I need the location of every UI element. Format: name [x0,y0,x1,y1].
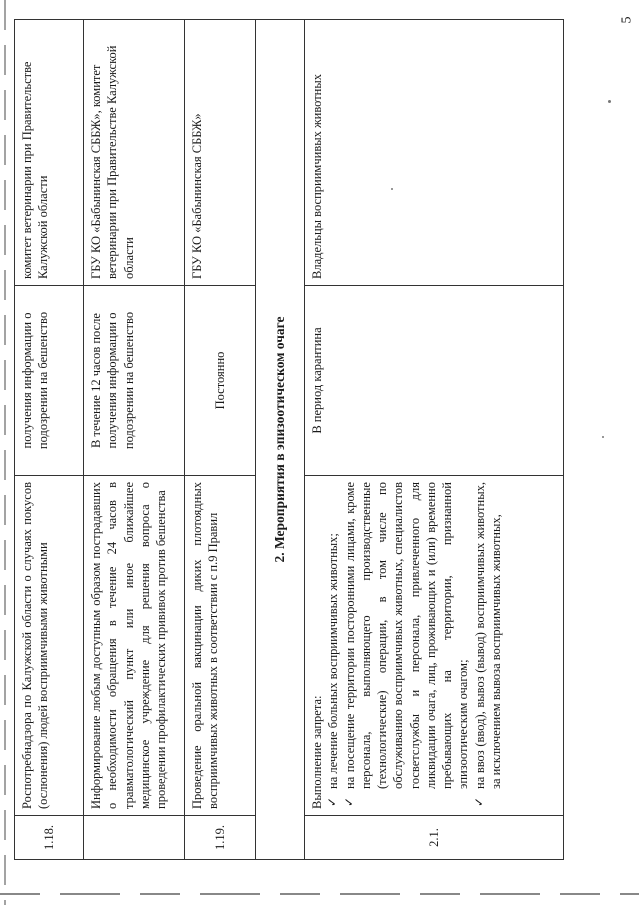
table-row [305,20,564,860]
scan-edge-bottom [0,893,639,895]
section-row [256,20,305,860]
section-title: 2. Мероприятия в эпизоотическом очаге [256,20,305,860]
scan-speck [608,100,611,103]
checklist-item: ✓ на лечение больных восприимчивых животных; [325,482,341,809]
action-cell: Роспотребнадзора по Калужской области о случаях покусов (ослюнения) людей восприимчивыми животными [15,476,84,816]
rotated-table-container [14,20,604,860]
timing-cell: В течение 12 часов после получения информации о подозрении на бешенство [84,286,185,476]
table-row [15,20,84,860]
responsible-cell: ГБУ КО «Бабынинская СББЖ» [185,20,256,286]
measures-table [14,19,564,860]
checklist-item: ✓ на ввоз (ввод), вывоз (вывод) восприимчивых животных, за исключением вывоза восприимчивых животных, [472,482,505,809]
timing-cell: В период карантина [305,286,564,476]
action-intro: Выполнение запрета: [310,695,324,809]
row-number [84,816,185,860]
page-number: 5 [619,16,635,24]
table-row [84,20,185,860]
row-number: 1.18. [15,816,84,860]
scan-edge-left [4,0,6,905]
row-number: 2.1. [305,816,564,860]
checklist [325,482,504,809]
responsible-cell: комитет ветеринарии при Правительстве Калужской области [15,20,84,286]
responsible-cell: ГБУ КО «Бабынинская СББЖ», комитет ветеринарии при Правительстве Калужской области [84,20,185,286]
action-cell [305,476,564,816]
table-row [185,20,256,860]
timing-cell: получения информации о подозрении на бешенство [15,286,84,476]
row-number: 1.19. [185,816,256,860]
action-cell: Информирование любым доступным образом пострадавших о необходимости обращения в течение 24 часов в травматологический пункт или иное ближайшее медицинское учреждение для решения вопроса о проведении профилактических прививок против бешенства [84,476,185,816]
action-cell: Проведение оральной вакцинации диких плотоядных восприимчивых животных в соответствии с п.9 Правил [185,476,256,816]
checklist-item: ✓ на посещение территории посторонними лицами, кроме персонала, выполняющего производственные (технологические) операции, в том числе по обслуживанию восприимчивых животных, специалистов госветслужбы и персонала, привлеченного для ликвидации очага, лиц, проживающих и (или) временно пребывающих на территории, признанной эпизоотическим очагом; [342,482,472,809]
responsible-cell: Владельцы восприимчивых животных [305,20,564,286]
timing-cell: Постоянно [185,286,256,476]
